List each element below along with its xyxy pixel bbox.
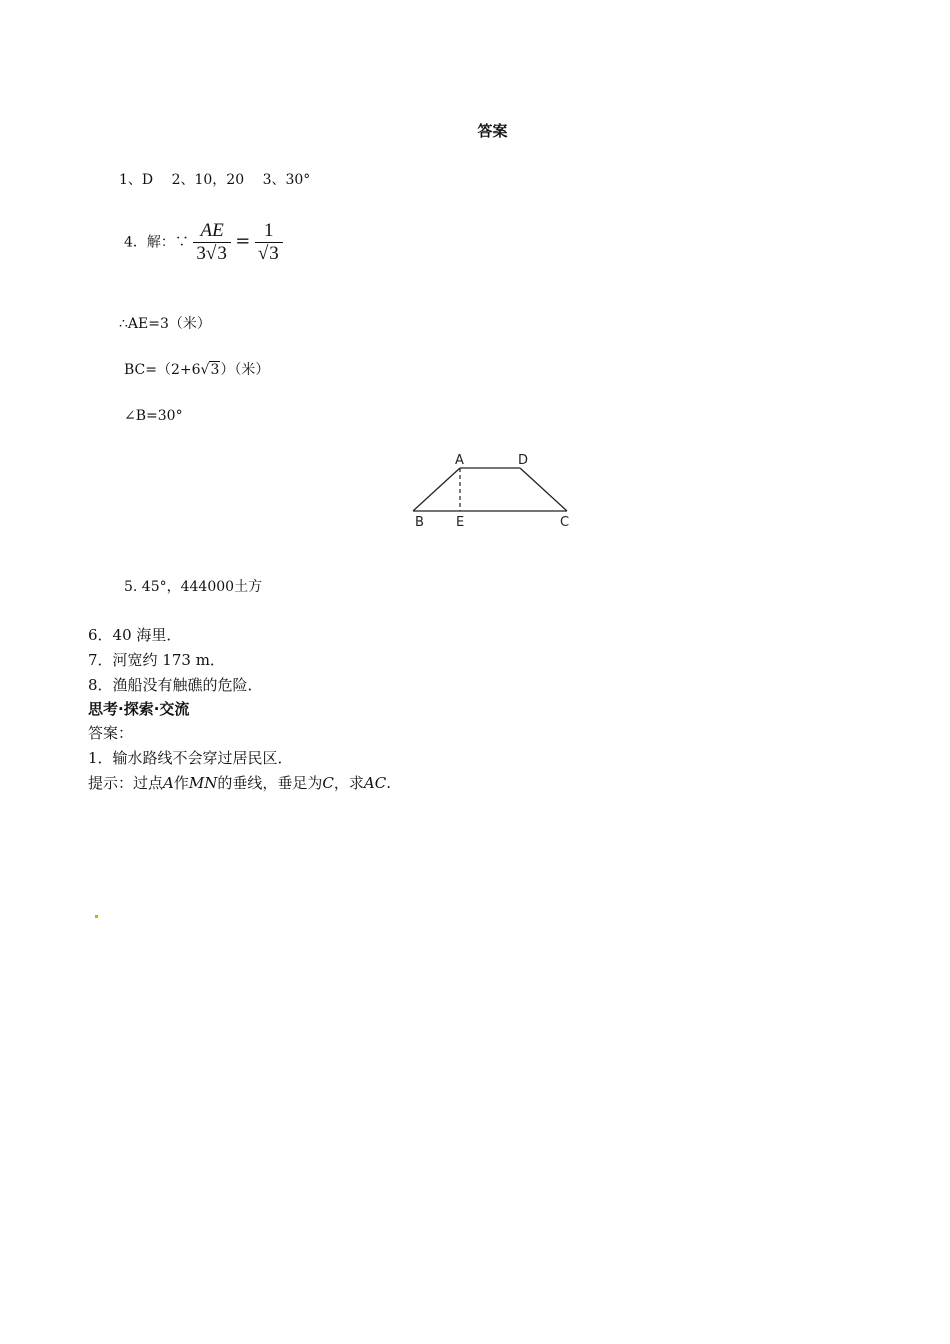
fraction-1-over-root3 <box>255 220 283 265</box>
bc-suffix: ）（米） <box>220 362 270 378</box>
page-title: 答案 <box>477 122 508 140</box>
frac2-radicand: 3 <box>269 243 279 264</box>
frac1-radicand: 3 <box>217 243 227 264</box>
sqrt-symbol: √3 <box>257 243 279 264</box>
answer-label: 答案： <box>88 724 134 742</box>
segment-ab <box>413 478 449 511</box>
answer-1-route: 1．输水路线不会穿过居民区． <box>88 749 293 767</box>
q4-prefix: 4．解：∵ <box>124 234 189 251</box>
hint-line-mn: MN <box>188 774 218 792</box>
angle-result: ∠B=30° <box>124 408 183 424</box>
frac2-denominator <box>255 242 283 265</box>
answer-6: 6．40 海里． <box>88 626 182 644</box>
label-a: A <box>455 453 464 468</box>
answer-7: 7．河宽约 173 m． <box>88 651 225 669</box>
hint-point-a: A <box>163 774 174 792</box>
segment-ab-top <box>449 468 460 478</box>
hint-segment-ac: AC <box>363 774 387 792</box>
q4-solution <box>124 220 283 265</box>
bc-radicand: 3 <box>210 362 220 378</box>
answer-5: 5. 45°，444000土方 <box>124 579 263 595</box>
hint-text-4: ，求 <box>333 774 364 792</box>
hint-text-3: 的垂线，垂足为 <box>217 774 323 792</box>
bc-prefix: BC=（2+6 <box>124 362 201 378</box>
hint-text-2: 作 <box>173 774 189 792</box>
hint-line <box>88 772 391 793</box>
hint-period: . <box>386 774 391 792</box>
hint-point-c: C <box>322 774 334 792</box>
hint-text-1: 提示：过点 <box>88 774 164 792</box>
fraction-ae-over-3root3 <box>193 220 230 265</box>
answers-1-3: 1、D 2、10，20 3、30° <box>119 172 311 188</box>
bc-result <box>124 359 269 379</box>
ae-result: ∴AE=3（米） <box>119 316 211 332</box>
sqrt-symbol: √3 <box>205 243 227 264</box>
label-e: E <box>456 515 465 530</box>
frac1-denominator <box>193 242 230 265</box>
section-heading: 思考·探索·交流 <box>88 700 190 718</box>
segment-dc <box>520 468 567 511</box>
label-d: D <box>518 453 529 468</box>
stray-mark <box>95 915 98 918</box>
label-c: C <box>560 515 570 530</box>
answer-8: 8．渔船没有触礁的危险． <box>88 676 263 694</box>
label-b: B <box>415 515 424 530</box>
frac1-coef: 3 <box>196 243 206 264</box>
frac2-numerator: 1 <box>264 220 274 241</box>
frac1-numerator: AE <box>200 220 224 241</box>
trapezoid-figure <box>405 448 585 534</box>
sqrt-symbol: √3 <box>200 362 220 378</box>
equals-sign: = <box>235 230 251 252</box>
